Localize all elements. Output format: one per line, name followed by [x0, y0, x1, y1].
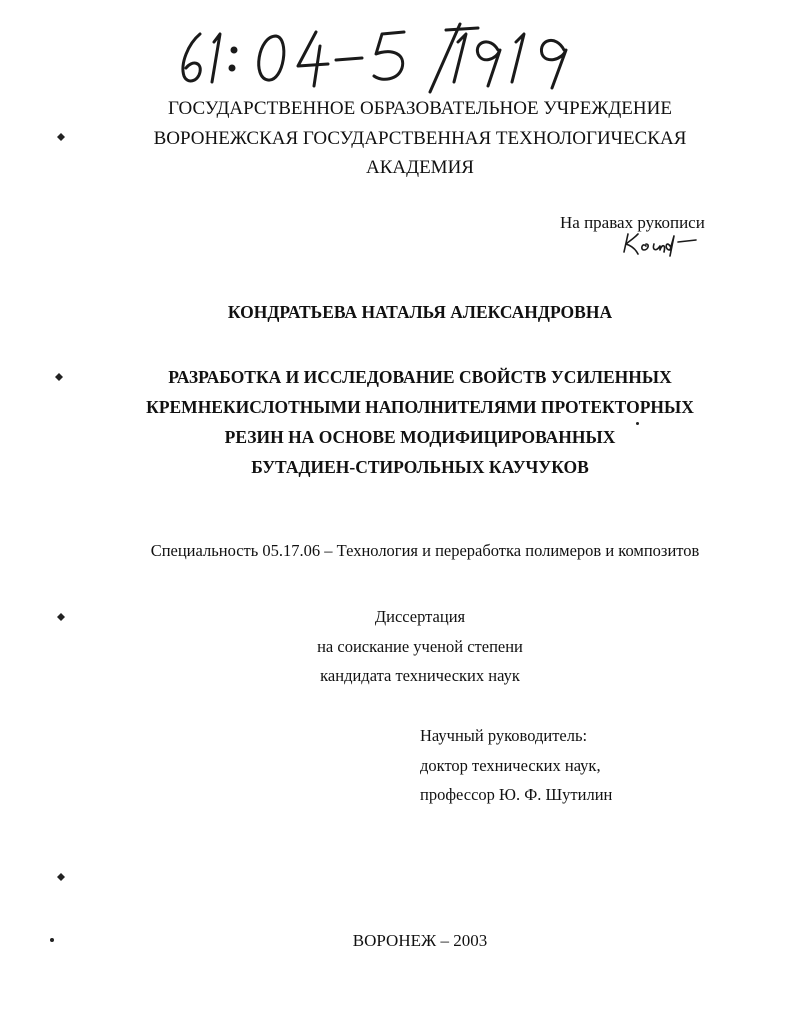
title-line: КРЕМНЕКИСЛОТНЫМИ НАПОЛНИТЕЛЯМИ ПРОТЕКТОРНЫХ: [146, 397, 694, 417]
title-line: РЕЗИН НА ОСНОВЕ МОДИФИЦИРОВАННЫХ: [224, 427, 616, 447]
binding-mark-icon: [56, 612, 66, 622]
binding-mark-icon: [56, 872, 66, 882]
supervisor-line: доктор технических наук,: [420, 755, 601, 775]
institution-header: [100, 94, 740, 183]
author-name: КОНДРАТЬЕВА НАТАЛЬЯ АЛЕКСАНДРОВНА: [227, 302, 613, 322]
scan-dot: [50, 938, 54, 942]
handwritten-signature: [620, 228, 700, 258]
city-year: ВОРОНЕЖ – 2003: [352, 931, 488, 950]
degree-line: на соискание ученой степени: [317, 636, 523, 656]
degree-info: [220, 602, 620, 691]
degree-line: кандидата технических наук: [320, 666, 520, 685]
title-line: БУТАДИЕН-СТИРОЛЬНЫХ КАУЧУКОВ: [251, 457, 589, 477]
specialty: Специальность 05.17.06 – Технология и переработка полимеров и композитов: [150, 541, 700, 560]
supervisor-line: Научный руководитель:: [420, 726, 588, 745]
title-line: РАЗРАБОТКА И ИССЛЕДОВАНИЕ СВОЙСТВ УСИЛЕННЫХ: [168, 367, 672, 387]
dissertation-title: [80, 362, 760, 482]
binding-mark-icon: [56, 132, 66, 142]
scan-dot: [636, 422, 639, 425]
handwritten-archive-number: [178, 20, 618, 100]
binding-mark-icon: [54, 372, 64, 382]
rights-label: На правах рукописи: [560, 213, 705, 232]
degree-line: Диссертация: [374, 607, 466, 626]
institution-line: ГОСУДАРСТВЕННОЕ ОБРАЗОВАТЕЛЬНОЕ УЧРЕЖДЕНИЕ: [168, 98, 672, 119]
supervisor-info: [420, 721, 612, 810]
institution-line: АКАДЕМИЯ: [366, 157, 474, 178]
supervisor-line: профессор Ю. Ф. Шутилин: [420, 785, 613, 804]
institution-line: ВОРОНЕЖСКАЯ ГОСУДАРСТВЕННАЯ ТЕХНОЛОГИЧЕСКАЯ: [153, 127, 687, 149]
